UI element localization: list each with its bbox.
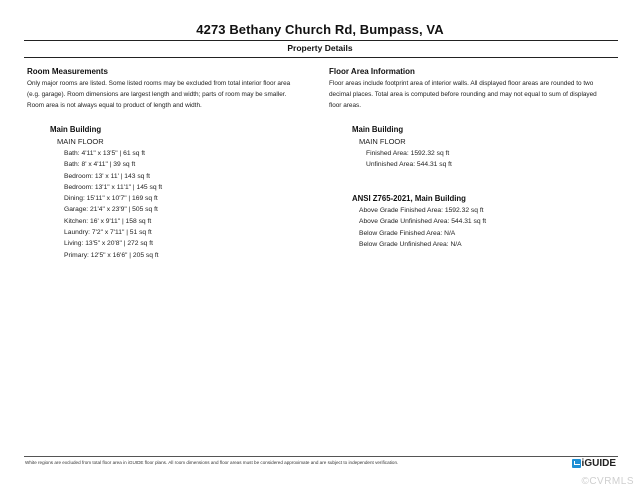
floor-note-line: Floor areas include footprint area of interior walls. All displayed floor areas are rounded to two	[329, 80, 594, 87]
room-item: Laundry: 7'2" x 7'11" | 51 sq ft	[64, 229, 152, 237]
room-floor-label: MAIN FLOOR	[57, 137, 104, 146]
room-item: Bedroom: 13'1" x 11'1" | 145 sq ft	[64, 183, 163, 191]
area-item: Finished Area: 1592.32 sq ft	[366, 150, 450, 157]
room-item: Bath: 4'11" x 13'5" | 61 sq ft	[64, 150, 146, 157]
ansi-title: ANSI Z765-2021, Main Building	[352, 194, 466, 203]
brand-name: iGUIDE	[581, 458, 616, 469]
footer-divider	[24, 456, 618, 457]
room-measurements-heading: Room Measurements	[27, 67, 108, 76]
room-building-title: Main Building	[50, 125, 102, 134]
mls-watermark: ©CVRMLS	[581, 476, 634, 487]
floor-area-heading: Floor Area Information	[329, 67, 415, 76]
room-note-line: (e.g. garage). Room dimensions are largest length and width; parts of room may be smaller.	[27, 91, 287, 98]
room-item: Garage: 21'4" x 23'9" | 505 sq ft	[64, 206, 158, 214]
room-list	[64, 148, 162, 261]
iguide-brand	[572, 458, 616, 469]
room-item: Primary: 12'5" x 16'6" | 205 sq ft	[64, 251, 159, 259]
ansi-list	[359, 205, 486, 250]
room-item: Kitchen: 16' x 9'11" | 158 sq ft	[64, 217, 152, 225]
ansi-item: Above Grade Unfinished Area: 544.31 sq ft	[359, 218, 487, 226]
floor-floor-label: MAIN FLOOR	[359, 137, 406, 146]
ansi-item: Below Grade Finished Area: N/A	[359, 229, 456, 237]
area-item: Unfinished Area: 544.31 sq ft	[366, 161, 452, 169]
room-item: Bedroom: 13' x 11' | 143 sq ft	[64, 172, 150, 180]
ansi-item: Below Grade Unfinished Area: N/A	[359, 240, 462, 248]
room-item: Dining: 15'11" x 10'7" | 169 sq ft	[64, 195, 158, 203]
footer-disclaimer: White regions are excluded from total floor area in iGUIDE floor plans. All room dimensions and floor areas must be considered approximate and are subject to independent verification.	[25, 460, 399, 465]
room-item: Bath: 8' x 4'11" | 39 sq ft	[64, 161, 136, 169]
floor-building-title: Main Building	[352, 125, 404, 134]
room-note-line: Room area is not always equal to product of length and width.	[27, 102, 202, 109]
ansi-item: Above Grade Finished Area: 1592.32 sq ft	[359, 207, 484, 214]
room-note-line: Only major rooms are listed. Some listed rooms may be excluded from total interior floor area	[27, 80, 291, 87]
floor-note-line: decimal places. Total area is computed before rounding and may not equal to sum of displayed	[329, 91, 597, 98]
room-measurements-notes	[27, 78, 290, 111]
floor-area-notes	[329, 78, 597, 111]
title-divider	[24, 40, 618, 41]
page-subtitle: Property Details	[287, 43, 353, 53]
iguide-logo-icon	[572, 459, 581, 468]
room-item: Living: 13'5" x 20'8" | 272 sq ft	[64, 240, 153, 248]
floor-note-line: floor areas.	[329, 102, 361, 109]
subtitle-divider	[24, 57, 618, 58]
page-title: 4273 Bethany Church Rd, Bumpass, VA	[196, 22, 444, 37]
floor-area-list	[366, 148, 452, 171]
